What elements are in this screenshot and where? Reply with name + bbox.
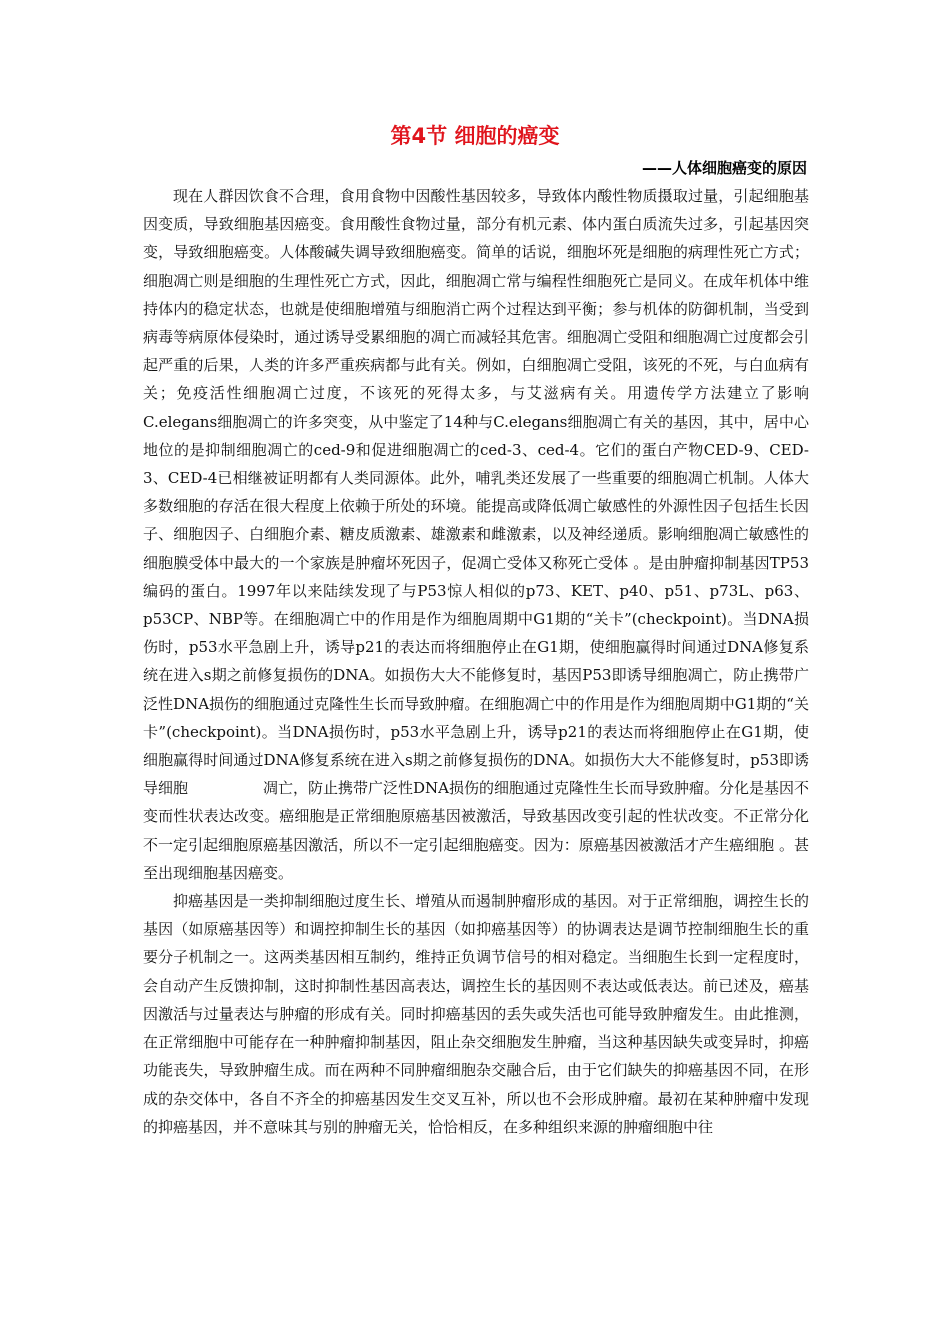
body-paragraph: 现在人群因饮食不合理，食用食物中因酸性基因较多，导致体内酸性物质摄取过量，引起细胞基因变质，导致细胞基因癌变。食用酸性食物过量，部分有机元素、体内蛋白质流失过多，引起基因突变，导致细胞癌变。人体酸碱失调导致细胞癌变。简单的话说，细胞坏死是细胞的病理性死亡方式；细胞凋亡则是细胞的生理性死亡方式，因此，细胞凋亡常与编程性细胞死亡是同义。在成年机体中维持体内的稳定状态，也就是使细胞增殖与细胞消亡两个过程达到平衡；参与机体的防御机制，当受到病毒等病原体侵染时，通过诱导受累细胞的凋亡而减轻其危害。细胞凋亡受阻和细胞凋亡过度都会引起严重的后果，人类的许多严重疾病都与此有关。例如，白细胞凋亡受阻，该死的不死，与白血病有关；免疫活性细胞凋亡过度，不该死的死得太多，与艾滋病有关。用遗传学方法建立了影响C.elegans细胞凋亡的许多突变，从中鉴定了14种与C.elegans细胞凋亡有关的基因，其中，居中心地位的是抑制细胞凋亡的ced-9和促进细胞凋亡的ced-3、ced-4。它们的蛋白产物CED-9、CED-3、CED-4已相继被证明都有人类同源体。此外，哺乳类还发展了一些重要的细胞凋亡机制。人体大多数细胞的存活在很大程度上依赖于所处的环境。能提高或降低凋亡敏感性的外源性因子包括生长因子、细胞因子、白细胞介素、糖皮质激素、雄激素和雌激素，以及神经递质。影响细胞凋亡敏感性的细胞膜受体中最大的一个家族是肿瘤坏死因子，促凋亡受体又称死亡受体 。是由肿瘤抑制基因TP53编码的蛋白。1997年以来陆续发现了与P53惊人相似的p73、KET、p40、p51、p73L、p63、p53CP、NBP等。在细胞凋亡中的作用是作为细胞周期中G1期的“关卡”(checkpoint)。当DNA损伤时，p53水平急剧上升，诱导p21的表达而将细胞停止在G1期，使细胞赢得时间通过DNA修复系统在进入s期之前修复损伤的DNA。如损伤大大不能修复时，基因P53即诱导细胞凋亡，防止携带广泛性DNA损伤的细胞通过克隆性生长而导致肿瘤。在细胞凋亡中的作用是作为细胞周期中G1期的“关卡”(checkpoint)。当DNA损伤时，p53水平急剧上升，诱导p21的表达而将细胞停止在G1期，使细胞赢得时间通过DNA修复系统在进入s期之前修复损伤的DNA。如损伤大大不能修复时，p53即诱导细胞 凋亡，防止携带广泛性DNA损伤的细胞通过克隆性生长而导致肿瘤。分化是基因不变而性状表达改变。癌细胞是正常细胞原癌基因被激活，导致基因改变引起的性状改变。不正常分化不一定引起细胞原癌基因激活，所以不一定引起细胞癌变。因为：原癌基因被激活才产生癌细胞 。甚至出现细胞基因癌变。: [143, 187, 809, 882]
document-subtitle: ——人体细胞癌变的原因: [641, 159, 807, 177]
body-paragraph: 抑癌基因是一类抑制细胞过度生长、增殖从而遏制肿瘤形成的基因。对于正常细胞，调控生长的基因（如原癌基因等）和调控抑制生长的基因（如抑癌基因等）的协调表达是调节控制细胞生长的重要分子机制之一。这两类基因相互制约，维持正负调节信号的相对稳定。当细胞生长到一定程度时，会自动产生反馈抑制，这时抑制性基因高表达，调控生长的基因则不表达或低表达。前已述及，癌基因激活与过量表达与肿瘤的形成有关。同时抑癌基因的丢失或失活也可能导致肿瘤发生。由此推测，在正常细胞中可能存在一种肿瘤抑制基因，阻止杂交细胞发生肿瘤，当这种基因缺失或变异时，抑癌功能丧失，导致肿瘤生成。而在两种不同肿瘤细胞杂交融合后，由于它们缺失的抑癌基因不同，在形成的杂交体中，各自不齐全的抑癌基因发生交叉互补，所以也不会形成肿瘤。最初在某种肿瘤中发现的抑癌基因，并不意味其与别的肿瘤无关，恰恰相反，在多种组织来源的肿瘤细胞中往: [143, 892, 809, 1136]
document-body: [143, 182, 809, 1141]
document-title: 第4节 细胞的癌变: [390, 124, 560, 148]
